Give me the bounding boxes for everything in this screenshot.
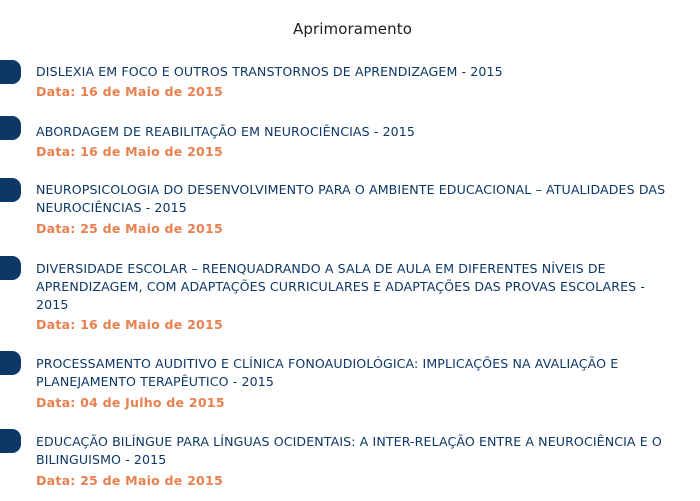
course-date: Data: 25 de Maio de 2015 [36, 473, 223, 488]
course-title-link[interactable]: ABORDAGEM DE REABILITAÇÃO EM NEUROCIÊNCIAS - 2015 [36, 124, 416, 139]
bullet-marker [0, 351, 21, 375]
course-date: Data: 25 de Maio de 2015 [36, 221, 223, 236]
section-title: Aprimoramento [293, 20, 412, 38]
course-title-link[interactable]: NEUROPSICOLOGIA DO DESENVOLVIMENTO PARA O AMBIENTE EDUCACIONAL – ATUALIDADES DAS NEUROCIÊNCIAS - 2015 [36, 182, 666, 215]
bullet-marker [0, 429, 21, 453]
course-date: Data: 16 de Maio de 2015 [36, 84, 223, 99]
course-title-link[interactable]: EDUCAÇÃO BILÍNGUE PARA LÍNGUAS OCIDENTAIS: A INTER-RELAÇÃO ENTRE A NEUROCIÊNCIA E O BILINGUISMO - 2015 [36, 434, 662, 467]
course-title-link[interactable]: DISLEXIA EM FOCO E OUTROS TRANSTORNOS DE APRENDIZAGEM - 2015 [36, 64, 503, 79]
course-date: Data: 16 de Maio de 2015 [36, 317, 223, 332]
bullet-marker [0, 178, 21, 202]
course-date: Data: 16 de Maio de 2015 [36, 144, 223, 159]
bullet-marker [0, 116, 21, 140]
course-title-link[interactable]: DIVERSIDADE ESCOLAR – REENQUADRANDO A SALA DE AULA EM DIFERENTES NÍVEIS DE APRENDIZAGEM, COM ADAPTAÇÕES CURRICULARES E ADAPTAÇÕES DAS PROVAS ESCOLARES - 2015 [36, 261, 645, 312]
course-title-link[interactable]: PROCESSAMENTO AUDITIVO E CLÍNICA FONOAUDIOLÓGICA: IMPLICAÇÕES NA AVALIAÇÃO E PLANEJAMENTO TERAPÊUTICO - 2015 [36, 356, 619, 389]
bullet-marker [0, 256, 21, 280]
bullet-marker [0, 60, 21, 84]
course-date: Data: 04 de Julho de 2015 [36, 395, 225, 410]
